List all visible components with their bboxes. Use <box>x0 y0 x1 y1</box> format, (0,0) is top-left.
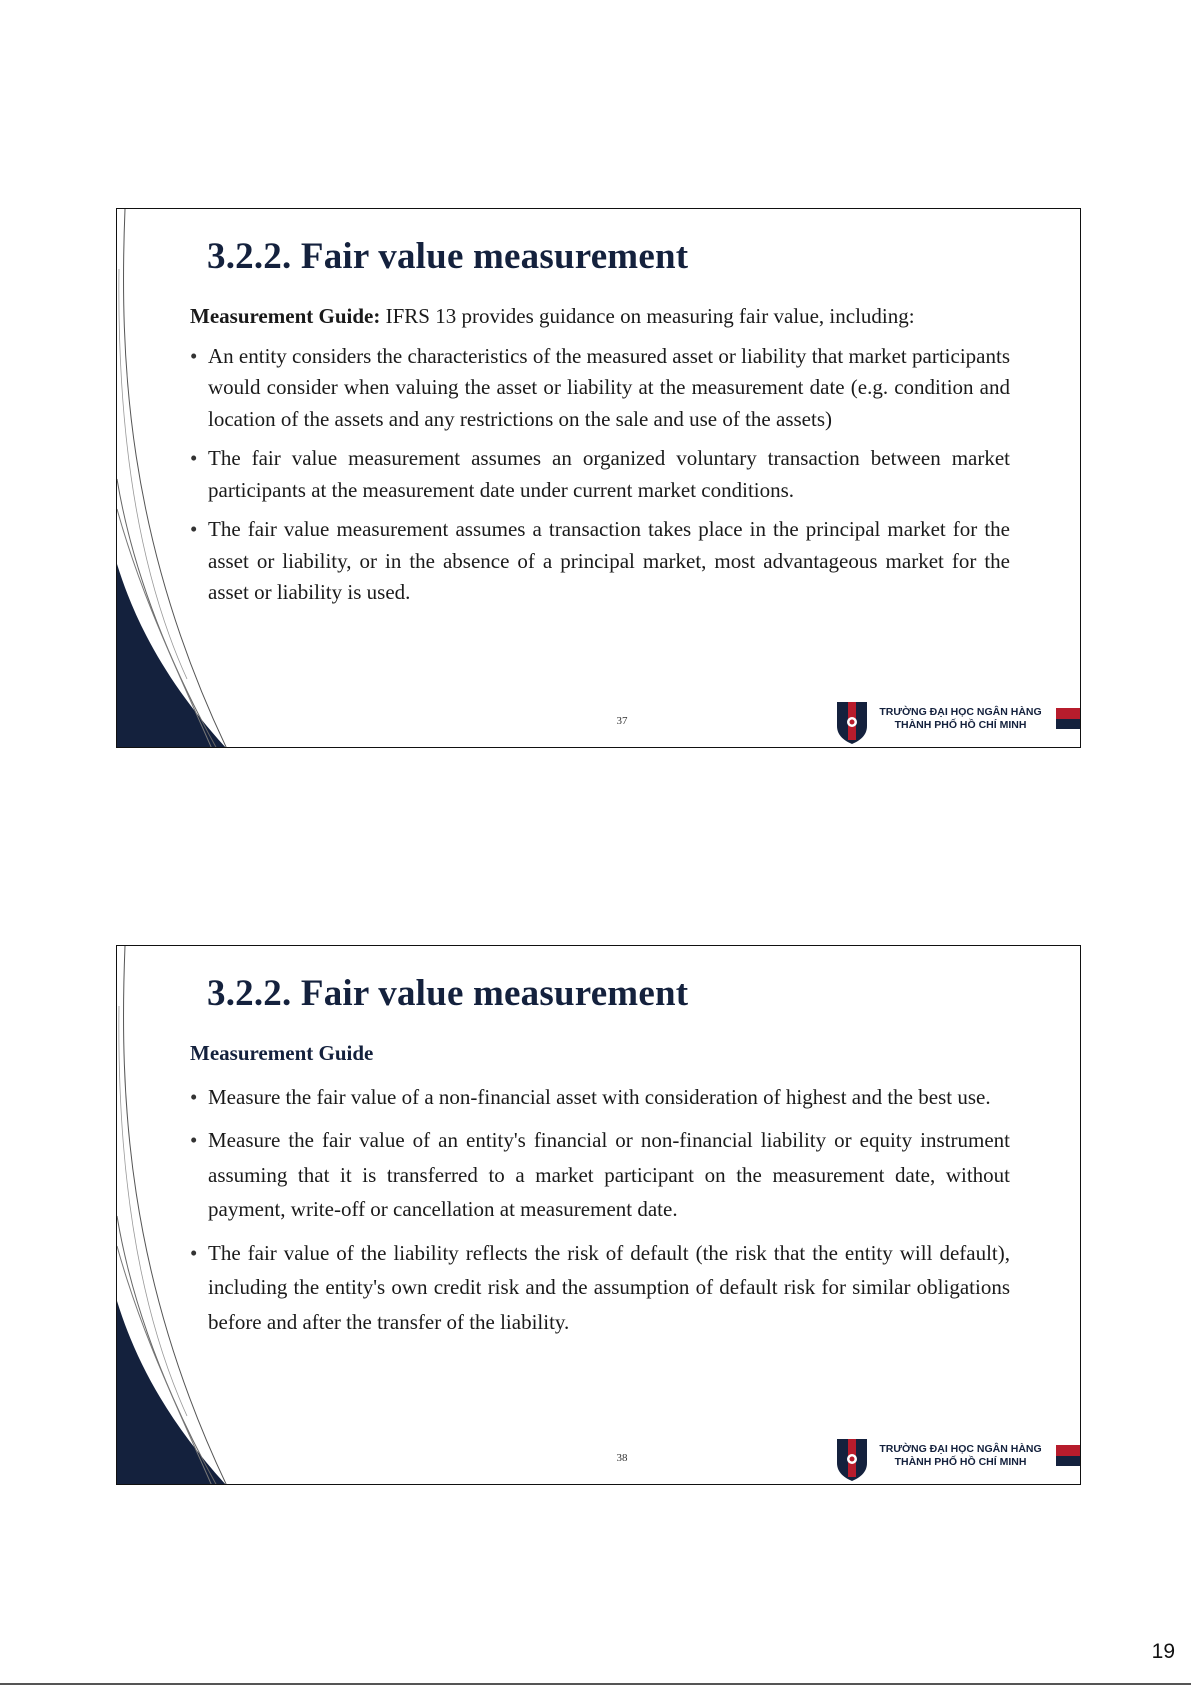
bullet-list <box>190 341 1010 609</box>
slide-body <box>190 1038 1010 1348</box>
logo-red-bar <box>1056 1445 1080 1456</box>
logo-navy-bar <box>1056 719 1080 729</box>
shield-logo-icon <box>835 698 869 744</box>
bullet-item: • The fair value measurement assumes a transaction takes place in the principal market for the asset or liability, or in the absence of a principal market, most advantageous market for the asset or liability is used. <box>190 514 1010 609</box>
slide-title: 3.2.2. Fair value measurement <box>207 236 689 277</box>
logo-line-2: THÀNH PHỐ HỒ CHÍ MINH <box>894 1456 1027 1468</box>
logo-text <box>873 1443 1048 1469</box>
slide-title: 3.2.2. Fair value measurement <box>207 973 689 1014</box>
bullet-item: • An entity considers the characteristics of the measured asset or liability that market participants would consider when valuing the asset or liability at the measurement date (e.g. condition and location of the assets and any restrictions on the sale and use of the assets) <box>190 341 1010 436</box>
slide-38 <box>116 945 1081 1485</box>
slide-body <box>190 301 1010 617</box>
university-logo <box>835 692 1080 747</box>
bullet-item: • Measure the fair value of a non-financial asset with consideration of highest and the best use. <box>190 1080 1010 1115</box>
section-heading: Measurement Guide <box>190 1041 374 1065</box>
intro-text: IFRS 13 provides guidance on measuring fair value, including: <box>380 304 915 328</box>
bullet-item: • The fair value measurement assumes an organized voluntary transaction between market participants at the measurement date under current market conditions. <box>190 443 1010 506</box>
shield-logo-icon <box>835 1435 869 1481</box>
logo-line-2: THÀNH PHỐ HỒ CHÍ MINH <box>894 719 1027 731</box>
bullet-list <box>190 1080 1010 1340</box>
bullet-item: • Measure the fair value of an entity's financial or non-financial liability or equity instrument assuming that it is transferred to a market participant on the measurement date, without payment, write-off or cancellation at measurement date. <box>190 1123 1010 1227</box>
logo-line-1: TRƯỜNG ĐẠI HỌC NGÂN HÀNG <box>879 1443 1042 1455</box>
logo-red-bar <box>1056 708 1080 719</box>
bullet-item: • The fair value of the liability reflects the risk of default (the risk that the entity will default), including the entity's own credit risk and the assumption of default risk for similar obligations before and after the transfer of the liability. <box>190 1236 1010 1340</box>
intro-paragraph <box>190 301 1010 333</box>
university-logo <box>835 1429 1080 1484</box>
logo-navy-bar <box>1056 1456 1080 1466</box>
logo-text <box>873 706 1048 732</box>
logo-line-1: TRƯỜNG ĐẠI HỌC NGÂN HÀNG <box>879 706 1042 718</box>
slide-number: 38 <box>616 1452 628 1464</box>
slide-number: 37 <box>616 715 628 727</box>
page-number: 19 <box>1151 1640 1175 1663</box>
slide-37 <box>116 208 1081 748</box>
intro-label: Measurement Guide: <box>190 304 381 328</box>
